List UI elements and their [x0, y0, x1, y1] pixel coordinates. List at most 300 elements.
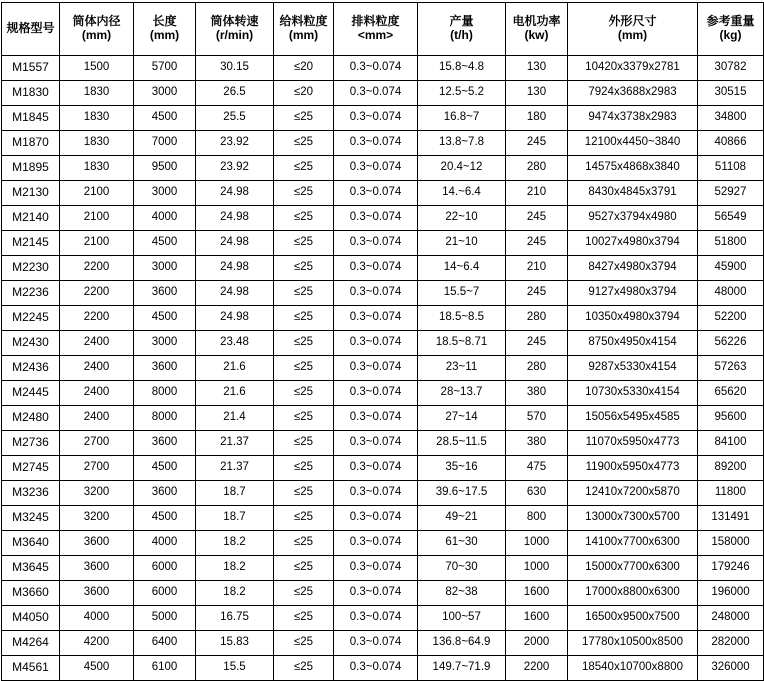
cell-model: M2245: [2, 306, 60, 331]
cell-model: M2480: [2, 406, 60, 431]
table-cell: 27~14: [418, 406, 506, 431]
table-cell: 0.3~0.074: [334, 106, 418, 131]
table-cell: 30782: [698, 56, 764, 81]
table-cell: 23.92: [196, 131, 274, 156]
cell-model: M2145: [2, 231, 60, 256]
table-cell: 16500x9500x7500: [568, 606, 698, 631]
table-cell: 280: [506, 306, 568, 331]
table-row: [2, 456, 764, 481]
table-cell: 130: [506, 56, 568, 81]
table-cell: 6400: [134, 631, 196, 656]
table-cell: 4000: [134, 531, 196, 556]
table-cell: 4500: [134, 106, 196, 131]
table-cell: 1600: [506, 581, 568, 606]
table-cell: 15000x7700x6300: [568, 556, 698, 581]
table-cell: 8000: [134, 406, 196, 431]
table-cell: 2200: [60, 281, 134, 306]
column-header-discharge-size-title: 排料粒度: [351, 14, 400, 29]
table-row: [2, 556, 764, 581]
table-cell: 2400: [60, 406, 134, 431]
cell-model: M2130: [2, 181, 60, 206]
table-cell: 34800: [698, 106, 764, 131]
table-cell: ≤25: [274, 481, 334, 506]
cell-model: M3660: [2, 581, 60, 606]
table-cell: 95600: [698, 406, 764, 431]
table-row: [2, 331, 764, 356]
table-cell: 70~30: [418, 556, 506, 581]
table-cell: 130: [506, 81, 568, 106]
table-cell: 2700: [60, 456, 134, 481]
table-cell: 0.3~0.074: [334, 356, 418, 381]
column-header-capacity-title: 产量: [449, 14, 474, 29]
column-header-length: [134, 3, 196, 56]
table-cell: 0.3~0.074: [334, 331, 418, 356]
table-cell: 3600: [134, 356, 196, 381]
table-cell: 56549: [698, 206, 764, 231]
cell-model: M4050: [2, 606, 60, 631]
table-cell: 24.98: [196, 256, 274, 281]
table-cell: 18.7: [196, 481, 274, 506]
table-cell: 24.98: [196, 306, 274, 331]
cell-model: M3645: [2, 556, 60, 581]
table-cell: 18.2: [196, 581, 274, 606]
table-cell: 9527x3794x4980: [568, 206, 698, 231]
cell-model: M1830: [2, 81, 60, 106]
cell-model: M1895: [2, 156, 60, 181]
table-cell: 180: [506, 106, 568, 131]
table-cell: 0.3~0.074: [334, 206, 418, 231]
column-header-cylinder-diameter-title: 筒体内径: [72, 14, 121, 29]
table-cell: 0.3~0.074: [334, 181, 418, 206]
table-cell: 3000: [134, 256, 196, 281]
column-header-model-title: 规格型号: [6, 21, 55, 36]
table-cell: 10730x5330x4154: [568, 381, 698, 406]
table-cell: 12410x7200x5870: [568, 481, 698, 506]
table-cell: ≤25: [274, 156, 334, 181]
table-cell: 131491: [698, 506, 764, 531]
table-cell: 24.98: [196, 181, 274, 206]
table-cell: 18.2: [196, 531, 274, 556]
table-cell: ≤25: [274, 206, 334, 231]
table-cell: 4500: [134, 231, 196, 256]
column-header-capacity: [418, 3, 506, 56]
cell-model: M3245: [2, 506, 60, 531]
table-cell: 1000: [506, 556, 568, 581]
table-cell: 2200: [60, 256, 134, 281]
table-cell: 9500: [134, 156, 196, 181]
cell-model: M2736: [2, 431, 60, 456]
table-cell: 21.37: [196, 431, 274, 456]
table-cell: 84100: [698, 431, 764, 456]
table-cell: 10027x4980x3794: [568, 231, 698, 256]
column-header-capacity-unit: (t/h): [450, 28, 473, 42]
table-cell: 1600: [506, 606, 568, 631]
table-cell: 9127x4980x3794: [568, 281, 698, 306]
table-cell: 245: [506, 231, 568, 256]
table-cell: 22~10: [418, 206, 506, 231]
table-cell: 326000: [698, 656, 764, 681]
table-cell: 48000: [698, 281, 764, 306]
table-cell: 57263: [698, 356, 764, 381]
table-cell: 15.5~7: [418, 281, 506, 306]
table-cell: ≤25: [274, 131, 334, 156]
column-header-feed-size: [274, 3, 334, 56]
column-header-cylinder-diameter-unit: (mm): [81, 28, 112, 42]
table-cell: 0.3~0.074: [334, 81, 418, 106]
table-cell: 4000: [60, 606, 134, 631]
table-cell: 149.7~71.9: [418, 656, 506, 681]
table-cell: 0.3~0.074: [334, 306, 418, 331]
table-row: [2, 206, 764, 231]
table-cell: 40866: [698, 131, 764, 156]
table-cell: 3200: [60, 506, 134, 531]
table-cell: 248000: [698, 606, 764, 631]
table-cell: 0.3~0.074: [334, 281, 418, 306]
table-cell: 8750x4950x4154: [568, 331, 698, 356]
table-cell: 21.6: [196, 356, 274, 381]
column-header-discharge-size: [334, 3, 418, 56]
table-cell: ≤25: [274, 181, 334, 206]
table-cell: 4200: [60, 631, 134, 656]
table-cell: 35~16: [418, 456, 506, 481]
table-cell: 17000x8800x6300: [568, 581, 698, 606]
column-header-rotation-speed-unit: (r/min): [215, 28, 254, 42]
table-cell: 0.3~0.074: [334, 381, 418, 406]
cell-model: M4561: [2, 656, 60, 681]
table-cell: 245: [506, 206, 568, 231]
column-header-cylinder-diameter: [60, 3, 134, 56]
table-row: [2, 131, 764, 156]
table-cell: 14575x4868x3840: [568, 156, 698, 181]
column-header-feed-size-unit: (mm): [288, 28, 319, 42]
table-cell: 20.4~12: [418, 156, 506, 181]
table-cell: 24.98: [196, 206, 274, 231]
table-cell: 0.3~0.074: [334, 431, 418, 456]
cell-model: M2236: [2, 281, 60, 306]
column-header-motor-power-unit: (kw): [524, 28, 549, 42]
table-row: [2, 606, 764, 631]
specifications-table: [1, 2, 764, 681]
table-cell: 18540x10700x8800: [568, 656, 698, 681]
table-cell: 49~21: [418, 506, 506, 531]
cell-model: M2745: [2, 456, 60, 481]
table-cell: 1830: [60, 131, 134, 156]
table-row: [2, 506, 764, 531]
table-cell: ≤25: [274, 106, 334, 131]
table-cell: ≤25: [274, 231, 334, 256]
table-row: [2, 156, 764, 181]
table-cell: 4500: [134, 506, 196, 531]
table-cell: 28~13.7: [418, 381, 506, 406]
table-cell: 196000: [698, 581, 764, 606]
table-cell: 282000: [698, 631, 764, 656]
table-cell: 12100x4450~3840: [568, 131, 698, 156]
table-cell: 6000: [134, 581, 196, 606]
table-cell: 210: [506, 256, 568, 281]
cell-model: M4264: [2, 631, 60, 656]
table-cell: 0.3~0.074: [334, 256, 418, 281]
table-cell: 100~57: [418, 606, 506, 631]
table-cell: 21~10: [418, 231, 506, 256]
table-cell: 800: [506, 506, 568, 531]
table-cell: 1830: [60, 81, 134, 106]
table-cell: 16.8~7: [418, 106, 506, 131]
table-cell: 28.5~11.5: [418, 431, 506, 456]
table-cell: 65620: [698, 381, 764, 406]
column-header-overall-dimensions-title: 外形尺寸: [608, 14, 657, 29]
table-cell: 0.3~0.074: [334, 581, 418, 606]
cell-model: M2445: [2, 381, 60, 406]
table-cell: 15.5: [196, 656, 274, 681]
table-cell: 17780x10500x8500: [568, 631, 698, 656]
table-cell: 0.3~0.074: [334, 481, 418, 506]
table-cell: ≤25: [274, 406, 334, 431]
column-header-overall-dimensions: [568, 3, 698, 56]
table-cell: 2200: [60, 306, 134, 331]
column-header-motor-power-title: 电机功率: [512, 14, 561, 29]
table-cell: 0.3~0.074: [334, 131, 418, 156]
table-cell: 10420x3379x2781: [568, 56, 698, 81]
column-header-reference-weight-title: 参考重量: [706, 14, 755, 29]
table-cell: 0.3~0.074: [334, 531, 418, 556]
column-header-rotation-speed-title: 筒体转速: [210, 14, 259, 29]
table-row: [2, 581, 764, 606]
table-row: [2, 231, 764, 256]
table-cell: 13.8~7.8: [418, 131, 506, 156]
table-cell: 4500: [134, 456, 196, 481]
table-cell: 210: [506, 181, 568, 206]
table-cell: 158000: [698, 531, 764, 556]
table-cell: 7000: [134, 131, 196, 156]
table-cell: 280: [506, 156, 568, 181]
table-cell: 0.3~0.074: [334, 406, 418, 431]
table-cell: 136.8~64.9: [418, 631, 506, 656]
table-cell: 179246: [698, 556, 764, 581]
table-cell: 14100x7700x6300: [568, 531, 698, 556]
table-cell: 570: [506, 406, 568, 431]
table-cell: 5000: [134, 606, 196, 631]
table-cell: 21.6: [196, 381, 274, 406]
table-row: [2, 431, 764, 456]
table-header-row: [2, 3, 764, 56]
table-cell: 51108: [698, 156, 764, 181]
table-cell: 3600: [134, 431, 196, 456]
table-cell: ≤25: [274, 531, 334, 556]
table-cell: 14.~6.4: [418, 181, 506, 206]
table-cell: 13000x7300x5700: [568, 506, 698, 531]
table-cell: 5700: [134, 56, 196, 81]
column-header-overall-dimensions-unit: (mm): [617, 28, 648, 42]
table-cell: 0.3~0.074: [334, 456, 418, 481]
table-cell: 30515: [698, 81, 764, 106]
column-header-length-unit: (mm): [149, 28, 180, 42]
table-cell: ≤25: [274, 506, 334, 531]
table-cell: ≤25: [274, 306, 334, 331]
table-cell: 3600: [60, 581, 134, 606]
table-cell: ≤25: [274, 581, 334, 606]
table-cell: ≤25: [274, 281, 334, 306]
table-cell: 11070x5950x4773: [568, 431, 698, 456]
table-cell: 21.4: [196, 406, 274, 431]
table-cell: 12.5~5.2: [418, 81, 506, 106]
table-cell: 0.3~0.074: [334, 556, 418, 581]
table-cell: 15056x5495x4585: [568, 406, 698, 431]
table-cell: 2000: [506, 631, 568, 656]
table-cell: 82~38: [418, 581, 506, 606]
table-cell: 2400: [60, 356, 134, 381]
table-cell: 2400: [60, 331, 134, 356]
table-cell: 8427x4980x3794: [568, 256, 698, 281]
table-cell: ≤25: [274, 381, 334, 406]
table-cell: 4000: [134, 206, 196, 231]
table-row: [2, 281, 764, 306]
table-cell: 1830: [60, 156, 134, 181]
table-cell: ≤25: [274, 631, 334, 656]
table-cell: 25.5: [196, 106, 274, 131]
table-cell: 56226: [698, 331, 764, 356]
table-cell: 6000: [134, 556, 196, 581]
cell-model: M3236: [2, 481, 60, 506]
table-row: [2, 481, 764, 506]
table-cell: 11800: [698, 481, 764, 506]
table-cell: 3600: [60, 556, 134, 581]
table-cell: 7924x3688x2983: [568, 81, 698, 106]
table-cell: 16.75: [196, 606, 274, 631]
column-header-motor-power: [506, 3, 568, 56]
cell-model: M1557: [2, 56, 60, 81]
table-cell: 0.3~0.074: [334, 56, 418, 81]
table-row: [2, 406, 764, 431]
table-cell: ≤25: [274, 606, 334, 631]
table-cell: 2100: [60, 206, 134, 231]
table-row: [2, 381, 764, 406]
table-cell: ≤25: [274, 256, 334, 281]
table-cell: ≤25: [274, 656, 334, 681]
table-cell: 18.5~8.5: [418, 306, 506, 331]
column-header-feed-size-title: 给料粒度: [279, 14, 328, 29]
table-cell: 52200: [698, 306, 764, 331]
table-header: [2, 3, 764, 56]
table-cell: 1000: [506, 531, 568, 556]
table-cell: ≤25: [274, 431, 334, 456]
table-cell: 23.92: [196, 156, 274, 181]
table-cell: 2400: [60, 381, 134, 406]
table-cell: 3000: [134, 181, 196, 206]
table-row: [2, 631, 764, 656]
cell-model: M2140: [2, 206, 60, 231]
table-cell: 0.3~0.074: [334, 606, 418, 631]
table-cell: 15.8~4.8: [418, 56, 506, 81]
table-cell: 52927: [698, 181, 764, 206]
table-row: [2, 106, 764, 131]
table-cell: 18.7: [196, 506, 274, 531]
table-cell: 3600: [134, 481, 196, 506]
table-cell: 380: [506, 431, 568, 456]
cell-model: M2230: [2, 256, 60, 281]
table-cell: 39.6~17.5: [418, 481, 506, 506]
table-cell: 14~6.4: [418, 256, 506, 281]
table-cell: ≤25: [274, 556, 334, 581]
table-cell: 9287x5330x4154: [568, 356, 698, 381]
table-cell: 3600: [60, 531, 134, 556]
table-cell: 380: [506, 381, 568, 406]
column-header-model: [2, 3, 60, 56]
table-cell: 2100: [60, 181, 134, 206]
table-cell: 630: [506, 481, 568, 506]
table-cell: 18.2: [196, 556, 274, 581]
table-cell: ≤20: [274, 81, 334, 106]
table-cell: 8000: [134, 381, 196, 406]
table-cell: 23.48: [196, 331, 274, 356]
table-cell: 245: [506, 281, 568, 306]
table-cell: ≤25: [274, 331, 334, 356]
table-row: [2, 256, 764, 281]
column-header-length-title: 长度: [152, 14, 177, 29]
table-cell: 89200: [698, 456, 764, 481]
table-cell: 1500: [60, 56, 134, 81]
cell-model: M2430: [2, 331, 60, 356]
table-cell: 475: [506, 456, 568, 481]
table-cell: ≤25: [274, 356, 334, 381]
table-cell: 4500: [134, 306, 196, 331]
table-cell: 2100: [60, 231, 134, 256]
table-row: [2, 306, 764, 331]
table-cell: 3600: [134, 281, 196, 306]
table-cell: 6100: [134, 656, 196, 681]
table-cell: 3200: [60, 481, 134, 506]
table-row: [2, 81, 764, 106]
table-cell: 0.3~0.074: [334, 631, 418, 656]
cell-model: M1845: [2, 106, 60, 131]
table-cell: 3000: [134, 81, 196, 106]
table-cell: 0.3~0.074: [334, 156, 418, 181]
table-cell: 30.15: [196, 56, 274, 81]
table-cell: 2700: [60, 431, 134, 456]
table-cell: 245: [506, 331, 568, 356]
table-cell: 0.3~0.074: [334, 656, 418, 681]
table-cell: 18.5~8.71: [418, 331, 506, 356]
cell-model: M1870: [2, 131, 60, 156]
column-header-reference-weight-unit: (kg): [719, 28, 742, 42]
table-cell: 3000: [134, 331, 196, 356]
table-cell: 0.3~0.074: [334, 506, 418, 531]
table-cell: ≤25: [274, 456, 334, 481]
table-cell: 24.98: [196, 231, 274, 256]
table-cell: 11900x5950x4773: [568, 456, 698, 481]
table-row: [2, 181, 764, 206]
table-body: [2, 56, 764, 681]
table-cell: 0.3~0.074: [334, 231, 418, 256]
table-cell: 61~30: [418, 531, 506, 556]
table-cell: 280: [506, 356, 568, 381]
column-header-reference-weight: [698, 3, 764, 56]
column-header-discharge-size-unit: <mm>: [357, 28, 394, 42]
table-cell: 24.98: [196, 281, 274, 306]
table-cell: 23~11: [418, 356, 506, 381]
table-cell: 15.83: [196, 631, 274, 656]
table-cell: 2200: [506, 656, 568, 681]
column-header-rotation-speed: [196, 3, 274, 56]
table-row: [2, 656, 764, 681]
table-cell: 51800: [698, 231, 764, 256]
table-cell: ≤20: [274, 56, 334, 81]
table-cell: 4500: [60, 656, 134, 681]
table-cell: 1830: [60, 106, 134, 131]
cell-model: M3640: [2, 531, 60, 556]
table-cell: 10350x4980x3794: [568, 306, 698, 331]
table-row: [2, 56, 764, 81]
table-cell: 45900: [698, 256, 764, 281]
